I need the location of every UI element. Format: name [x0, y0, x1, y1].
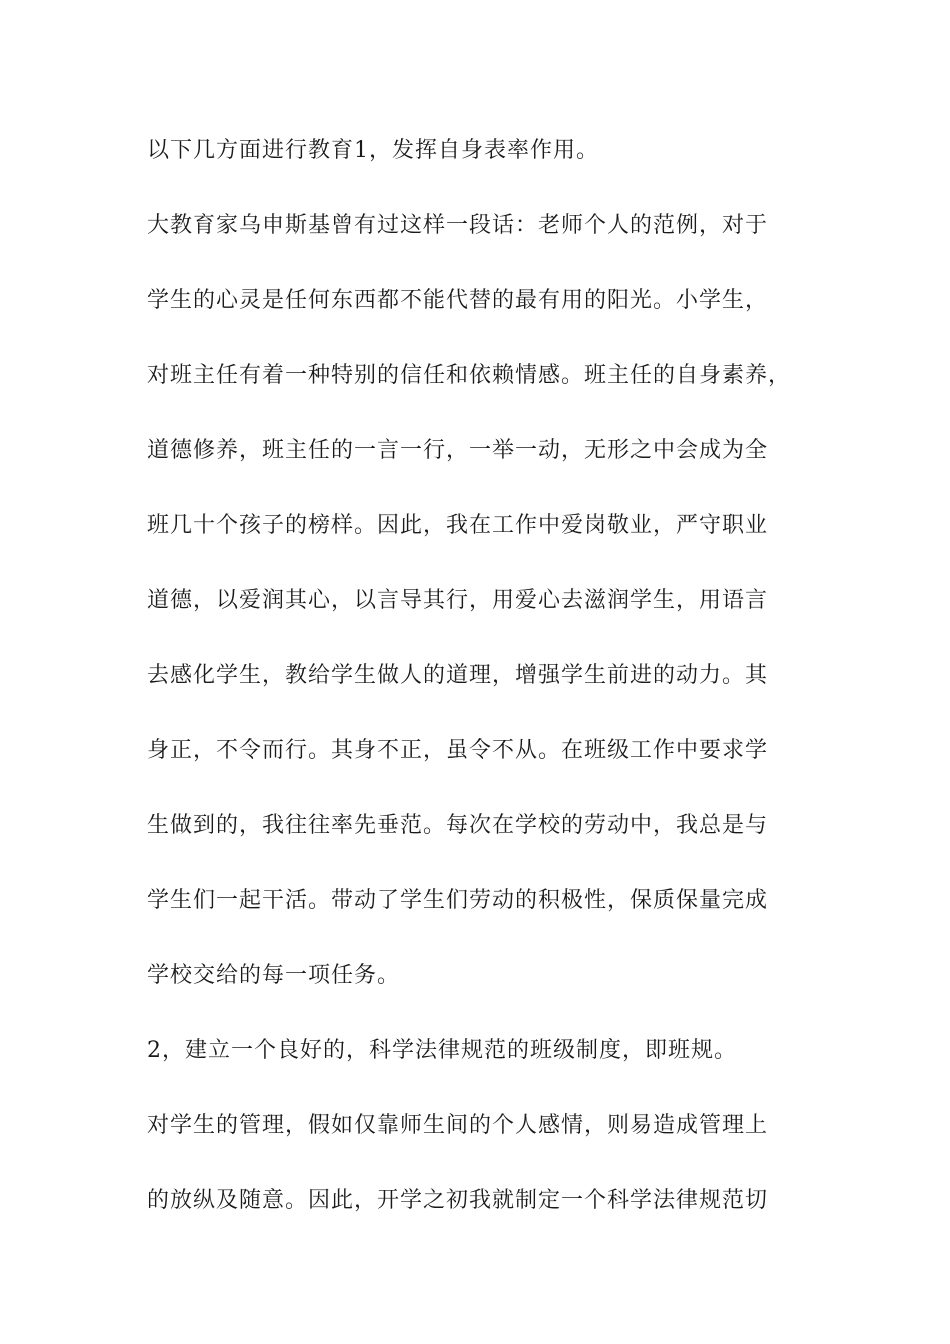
text-line: 2，建立一个良好的，科学法律规范的班级制度，即班规。: [147, 1038, 737, 1063]
text-line: 对学生的管理，假如仅靠师生间的个人感情，则易造成管理上: [147, 1113, 769, 1138]
text-line: 去感化学生，教给学生做人的道理，增强学生前进的动力。其: [147, 663, 769, 688]
text-line: 学校交给的每一项任务。: [147, 963, 401, 988]
text-line: 对班主任有着一种特别的信任和依赖情感。班主任的自身素养，: [147, 363, 792, 388]
text-line: 的放纵及随意。因此，开学之初我就制定一个科学法律规范切: [147, 1188, 769, 1213]
text-line: 以下几方面进行教育1，发挥自身表率作用。: [147, 138, 599, 163]
text-line: 大教育家乌申斯基曾有过这样一段话：老师个人的范例，对于: [147, 213, 769, 238]
text-line: 身正，不令而行。其身不正，虽令不从。在班级工作中要求学: [147, 738, 769, 763]
text-line: 学生的心灵是任何东西都不能代替的最有用的阳光。小学生，: [147, 288, 769, 313]
text-line: 生做到的，我往往率先垂范。每次在学校的劳动中，我总是与: [147, 813, 769, 838]
text-line: 学生们一起干活。带动了学生们劳动的积极性，保质保量完成: [147, 888, 769, 913]
text-line: 道德修养，班主任的一言一行，一举一动，无形之中会成为全: [147, 438, 769, 463]
text-line: 班几十个孩子的榜样。因此，我在工作中爱岗敬业，严守职业: [147, 513, 769, 538]
text-line: 道德，以爱润其心，以言导其行，用爱心去滋润学生，用语言: [147, 588, 769, 613]
